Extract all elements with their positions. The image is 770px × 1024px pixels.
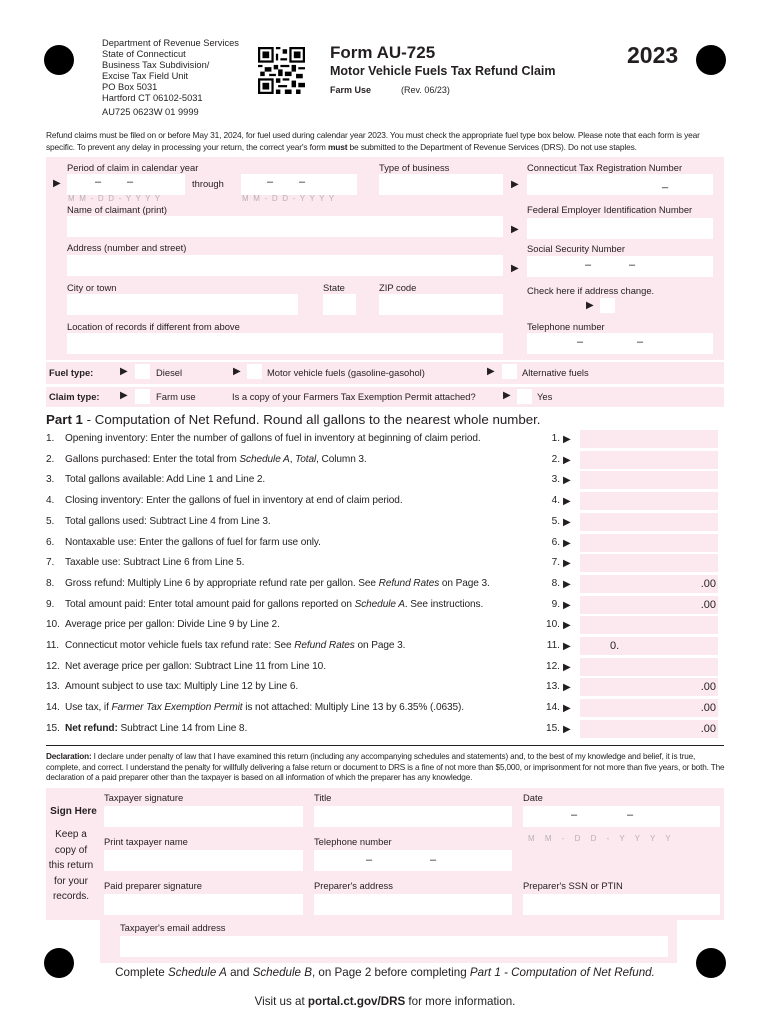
date-format-hint: M M - D D - Y Y Y Y xyxy=(528,834,675,843)
title-field[interactable] xyxy=(314,806,512,827)
line-number: 13. xyxy=(46,681,60,693)
arrow-icon: ▶ xyxy=(563,496,571,508)
address-field[interactable] xyxy=(67,255,503,276)
line-number: 4. xyxy=(46,495,55,507)
divider xyxy=(46,745,724,746)
date-label: Date xyxy=(523,792,543,803)
zip-field[interactable] xyxy=(379,294,503,315)
address-label: Address (number and street) xyxy=(67,242,187,253)
farm-use-claim-label: Farm use xyxy=(156,391,196,402)
through-label: through xyxy=(192,178,224,189)
ssn-label: Social Security Number xyxy=(527,243,625,254)
address-change-checkbox[interactable] xyxy=(600,298,615,313)
agency-address: Department of Revenue Services State of Connecticut Business Tax Subdivision/ Excise Tax Field Unit PO Box 5031 Hartford CT 06102-5031 AU725 0623W 01 9999 xyxy=(102,38,239,117)
date-format-hint: M M - D D - Y Y Y Y xyxy=(242,194,336,203)
line-ref: 1. xyxy=(551,433,560,444)
state-label: State xyxy=(323,282,345,293)
sign-here-label: Sign Here xyxy=(50,806,97,817)
telephone-field[interactable]: – – xyxy=(527,333,713,354)
telephone-label: Telephone number xyxy=(527,321,605,332)
arrow-icon: ▶ xyxy=(563,661,571,673)
telephone-sign-field[interactable]: – – xyxy=(314,850,512,871)
email-label: Taxpayer's email address xyxy=(120,922,226,933)
line-ref: 13. xyxy=(545,681,560,693)
arrow-icon: ▶ xyxy=(53,178,61,189)
claim-type-label: Claim type: xyxy=(49,391,100,402)
line-ref: 11. xyxy=(546,640,560,651)
line-7-amount-field[interactable] xyxy=(580,554,718,572)
taxpayer-signature-label: Taxpayer signature xyxy=(104,792,184,803)
permit-yes-checkbox[interactable] xyxy=(517,389,532,404)
alternative-fuels-label: Alternative fuels xyxy=(522,367,589,378)
line-description: Connecticut motor vehicle fuels tax refund rate: See Refund Rates on Page 3. xyxy=(65,640,406,651)
line-description: Net refund: Subtract Line 14 from Line 8. xyxy=(65,722,248,734)
line-description: Amount subject to use tax: Multiply Line 12 by Line 6. xyxy=(65,681,299,693)
arrow-icon: ▶ xyxy=(563,558,571,570)
qr-code xyxy=(258,47,305,94)
line-ref: 9. xyxy=(551,598,560,610)
line-number: 3. xyxy=(46,474,55,486)
form-subtitle: Motor Vehicle Fuels Tax Refund Claim xyxy=(330,64,556,78)
line-description: Average price per gallon: Divide Line 9 by Line 2. xyxy=(65,619,280,631)
fein-label: Federal Employer Identification Number xyxy=(527,204,693,215)
arrow-icon: ▶ xyxy=(563,434,571,445)
line-description: Total gallons used: Subtract Line 4 from Line 3. xyxy=(65,515,271,527)
print-name-label: Print taxpayer name xyxy=(104,836,188,847)
claimant-name-field[interactable] xyxy=(67,216,503,237)
line-9-amount-field[interactable]: .00 xyxy=(580,596,718,614)
part1-heading: Part 1 - Computation of Net Refund. Round all gallons to the nearest whole number. xyxy=(46,412,541,427)
period-start-field[interactable]: – – xyxy=(67,174,185,195)
line-description: Opening inventory: Enter the number of gallons of fuel in inventory at beginning of claim period. xyxy=(65,433,481,444)
line-8-amount-field[interactable]: .00 xyxy=(580,575,718,593)
footer-instruction: Complete Schedule A and Schedule B, on Page 2 before completing Part 1 - Computation of Net Refund. xyxy=(115,966,655,979)
line-number: 1. xyxy=(46,433,55,444)
taxpayer-signature-field[interactable] xyxy=(104,806,303,827)
arrow-icon: ▶ xyxy=(563,537,571,549)
line-ref: 14. xyxy=(545,702,560,714)
city-label: City or town xyxy=(67,282,117,293)
arrow-icon: ▶ xyxy=(563,599,571,611)
line-11-amount-field[interactable]: 0. xyxy=(580,637,718,655)
line-number: 8. xyxy=(46,577,55,589)
preparer-signature-label: Paid preparer signature xyxy=(104,880,202,891)
line-number: 6. xyxy=(46,536,55,548)
arrow-icon: ▶ xyxy=(563,620,571,632)
line-1-amount-field[interactable] xyxy=(580,430,718,448)
line-ref: 4. xyxy=(551,495,560,507)
line-number: 11. xyxy=(46,640,59,651)
line-description: Total gallons available: Add Line 1 and Line 2. xyxy=(65,474,266,486)
line-2-amount-field[interactable] xyxy=(580,451,718,469)
motor-vehicle-fuels-checkbox[interactable] xyxy=(247,364,262,379)
registration-mark xyxy=(44,45,74,75)
ct-registration-field[interactable]: _ xyxy=(527,174,713,195)
diesel-label: Diesel xyxy=(156,367,183,378)
claimant-name-label: Name of claimant (print) xyxy=(67,204,168,215)
telephone-sign-label: Telephone number xyxy=(314,836,392,847)
alternative-fuels-checkbox[interactable] xyxy=(502,364,517,379)
preparer-signature-field[interactable] xyxy=(104,894,303,915)
form-title: Form AU-725 xyxy=(330,43,436,62)
date-field[interactable]: – – xyxy=(523,806,720,827)
line-ref: 3. xyxy=(551,474,560,486)
preparer-address-field[interactable] xyxy=(314,894,512,915)
preparer-address-label: Preparer's address xyxy=(314,880,393,891)
registration-mark xyxy=(696,45,726,75)
email-field[interactable] xyxy=(120,936,668,957)
line-description: Gallons purchased: Enter the total from Schedule A, Total, Column 3. xyxy=(65,453,367,465)
state-field[interactable] xyxy=(323,294,356,315)
arrow-icon: ▶ xyxy=(563,703,571,715)
ssn-field[interactable]: – – xyxy=(527,256,713,277)
line-ref: 12. xyxy=(545,660,560,672)
title-label: Title xyxy=(314,792,332,803)
line-ref: 5. xyxy=(551,515,560,527)
line-number: 5. xyxy=(46,515,55,527)
arrow-icon: ▶ xyxy=(563,475,571,487)
arrow-icon: ▶ xyxy=(120,390,128,401)
farm-use-label: Farm Use xyxy=(330,85,372,95)
arrow-icon: ▶ xyxy=(563,682,571,694)
farm-use-checkbox[interactable] xyxy=(135,389,150,404)
line-4-amount-field[interactable] xyxy=(580,492,718,510)
line-description: Gross refund: Multiply Line 6 by appropriate refund rate per gallon. See Refund Rates on Page 3. xyxy=(65,577,490,589)
arrow-icon: ▶ xyxy=(563,516,571,528)
line-5-amount-field[interactable] xyxy=(580,513,718,531)
zip-label: ZIP code xyxy=(379,282,417,293)
line-description: Closing inventory: Enter the gallons of fuel in inventory at end of claim period. xyxy=(65,495,403,507)
arrow-icon: ▶ xyxy=(511,179,519,190)
fuel-type-label: Fuel type: xyxy=(49,367,94,378)
footer-visit: Visit us at portal.ct.gov/DRS for more information. xyxy=(254,995,516,1008)
period-label: Period of claim in calendar year xyxy=(67,162,199,173)
line-13-amount-field[interactable]: .00 xyxy=(580,678,718,696)
line-ref: 2. xyxy=(551,453,560,465)
line-ref: 7. xyxy=(551,557,560,569)
arrow-icon: ▶ xyxy=(563,641,571,652)
line-description: Net average price per gallon: Subtract Line 11 from Line 10. xyxy=(65,660,326,672)
declaration: Declaration: I declare under penalty of law that I have examined this return (including any accompanying schedules and statements) and, to the best of my knowledge and belief, it is true, complete, and correct. I understand the penalty for willfully delivering a false return or document to DRS is a fine of not more than $5,000, or imprisonment for not more than five years, or both. The declaration of a paid preparer other than the taxpayer is based on all information of which the preparer has any knowledge. xyxy=(46,752,725,782)
line-14-amount-field[interactable]: .00 xyxy=(580,699,718,717)
instructions: Refund claims must be filed on or before May 31, 2024, for fuel used during calendar year 2023. You must check the appropriate fuel type box below. Please note that each form is year specific. To prevent any delay in processing your return, the correct year's form must be submitted to the Department of Revenue Services (DRS). Do not use staples. xyxy=(46,130,700,152)
city-field[interactable] xyxy=(67,294,298,315)
arrow-icon: ▶ xyxy=(120,366,128,377)
line-description: Taxable use: Subtract Line 6 from Line 5. xyxy=(65,557,245,569)
address-change-label: Check here if address change. xyxy=(527,285,655,296)
line-number: 2. xyxy=(46,453,55,465)
line-15-amount-field[interactable]: .00 xyxy=(580,720,718,738)
line-description: Nontaxable use: Enter the gallons of fuel for farm use only. xyxy=(65,536,321,548)
line-description: Total amount paid: Enter total amount paid for gallons reported on Schedule A. See instructions. xyxy=(65,598,484,610)
portal-link[interactable]: portal.ct.gov/DRS xyxy=(307,995,406,1008)
records-location-label: Location of records if different from above xyxy=(67,321,240,332)
fein-field[interactable] xyxy=(527,218,713,239)
line-number: 14. xyxy=(46,702,60,714)
line-ref: 15. xyxy=(545,722,560,734)
line-ref: 6. xyxy=(551,536,560,548)
type-of-business-field[interactable] xyxy=(379,174,503,195)
motor-vehicle-fuels-label: Motor vehicle fuels (gasoline-gasohol) xyxy=(267,367,425,378)
ptin-field[interactable] xyxy=(523,894,720,915)
line-6-amount-field[interactable] xyxy=(580,534,718,552)
line-ref: 10. xyxy=(545,619,560,631)
ct-registration-label: Connecticut Tax Registration Number xyxy=(527,162,683,173)
arrow-icon: ▶ xyxy=(563,454,571,466)
arrow-icon: ▶ xyxy=(503,390,511,401)
print-name-field[interactable] xyxy=(104,850,303,871)
permit-yes-label: Yes xyxy=(537,391,553,402)
period-end-field[interactable]: – – xyxy=(241,174,357,195)
line-number: 15. xyxy=(46,722,60,734)
line-number: 12. xyxy=(46,660,60,672)
line-number: 9. xyxy=(46,598,55,610)
line-description: Use tax, if Farmer Tax Exemption Permit is not attached: Multiply Line 13 by 6.35% (.0635). xyxy=(65,702,464,714)
records-location-field[interactable] xyxy=(67,333,503,354)
date-format-hint: M M - D D - Y Y Y Y xyxy=(68,194,162,203)
arrow-icon: ▶ xyxy=(563,578,571,590)
line-12-amount-field[interactable] xyxy=(580,658,718,676)
arrow-icon: ▶ xyxy=(563,723,571,735)
arrow-icon: ▶ xyxy=(233,366,241,377)
line-10-amount-field[interactable] xyxy=(580,616,718,634)
arrow-icon: ▶ xyxy=(487,366,495,377)
line-ref: 8. xyxy=(551,577,560,589)
arrow-icon: ▶ xyxy=(586,300,594,311)
line-3-amount-field[interactable] xyxy=(580,471,718,489)
ptin-label: Preparer's SSN or PTIN xyxy=(523,880,623,891)
line-number: 10. xyxy=(46,619,60,631)
permit-question: Is a copy of your Farmers Tax Exemption Permit attached? xyxy=(232,391,476,402)
diesel-checkbox[interactable] xyxy=(135,364,150,379)
line-number: 7. xyxy=(46,557,55,569)
revision: (Rev. 06/23) xyxy=(401,85,450,95)
tax-year: 2023 xyxy=(627,42,679,68)
arrow-icon: ▶ xyxy=(511,224,519,235)
arrow-icon: ▶ xyxy=(511,263,519,274)
keep-copy-note: Keep a copy of this return for your records. xyxy=(48,829,94,902)
type-of-business-label: Type of business xyxy=(379,162,450,173)
